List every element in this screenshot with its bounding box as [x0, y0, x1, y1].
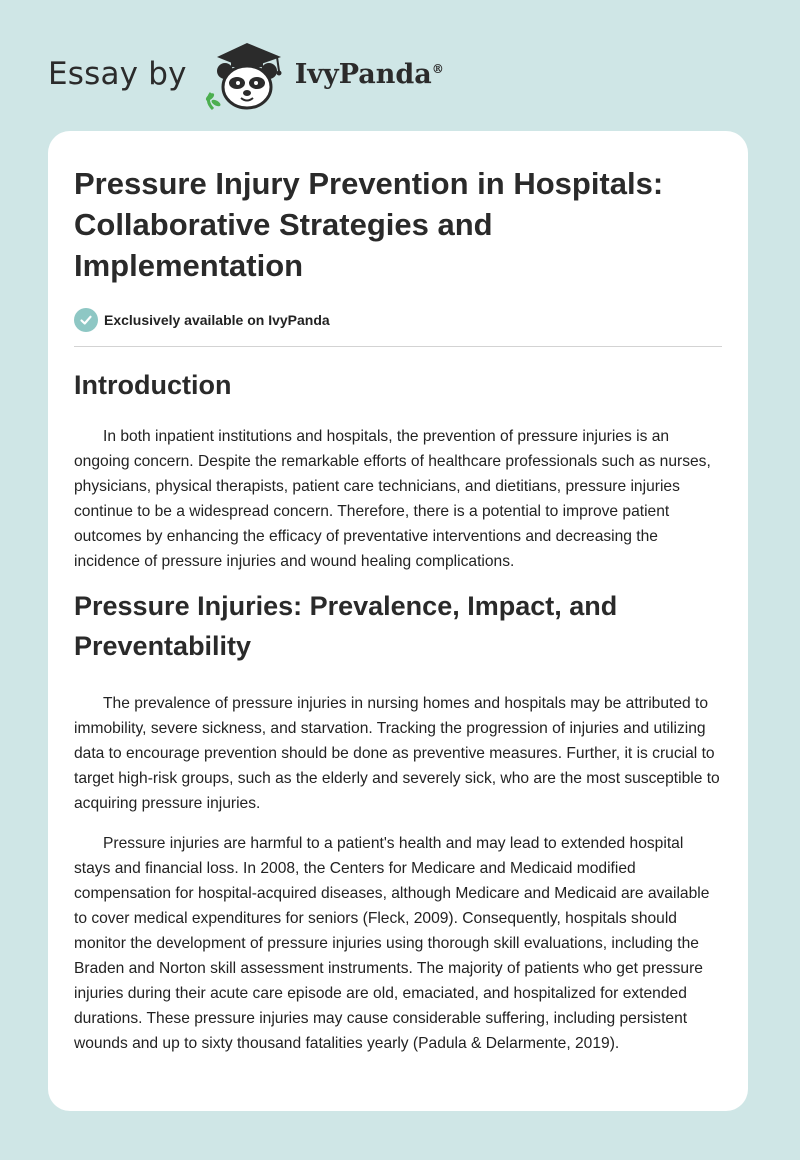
- registered-mark: ®: [431, 61, 444, 76]
- section-heading-prevalence: Pressure Injuries: Prevalence, Impact, and Preventability: [74, 591, 618, 661]
- essay-by-label: Essay by: [48, 56, 187, 92]
- paragraph: In both inpatient institutions and hospitals, the prevention of pressure injuries is an ongoing concern. Despite the remarkable efforts of healthcare professionals such as nurses, physicians, physical therapists, patient care technicians, and dietitians, pressure injuries continue to be a widespread concern. Therefore, there is a potential to improve patient outcomes by enhancing the efficacy of preventative interventions and decreasing the incidence of pressure injuries and wound healing complications.: [74, 428, 711, 570]
- check-icon: [74, 308, 98, 332]
- paragraph: Pressure injuries are harmful to a patient's health and may lead to extended hospital stays and financial loss. In 2008, the Centers for Medicare and Medicaid modified compensation for hospital-acquired diseases, although Medicare and Medicaid are available to cover medical expenditures for seniors (Fleck, 2009). Consequently, hospitals should monitor the development of pressure injuries using thorough skill evaluations, including the Braden and Norton skill assessment instruments. The majority of patients who get pressure injuries during their acute care episode are old, emaciated, and hospitalized for extended durations. These pressure injuries may cause considerable suffering, including persistent wounds and up to sixty thousand fatalities yearly (Padula & Delarmente, 2019).: [74, 835, 710, 1052]
- section-heading-introduction: Introduction: [74, 370, 232, 400]
- site-header: [48, 34, 444, 114]
- exclusive-badge: [74, 308, 722, 332]
- panda-logo-icon[interactable]: [201, 35, 293, 113]
- essay-card: [48, 131, 748, 1111]
- paragraph: The prevalence of pressure injuries in nursing homes and hospitals may be attributed to immobility, severe sickness, and starvation. Tracking the progression of injuries and utilizing data to encourage prevention should be done as preventive measures. Further, it is crucial to target high-risk groups, such as the elderly and severely sick, who are the most susceptible to acquiring pressure injuries.: [74, 695, 720, 812]
- brand-name-text: IvyPanda: [294, 58, 432, 90]
- exclusive-badge-text: Exclusively available on IvyPanda: [104, 312, 330, 328]
- brand-name[interactable]: [295, 59, 444, 90]
- divider: [74, 346, 722, 347]
- essay-title: Pressure Injury Prevention in Hospitals: Collaborative Strategies and Implementation: [74, 166, 664, 283]
